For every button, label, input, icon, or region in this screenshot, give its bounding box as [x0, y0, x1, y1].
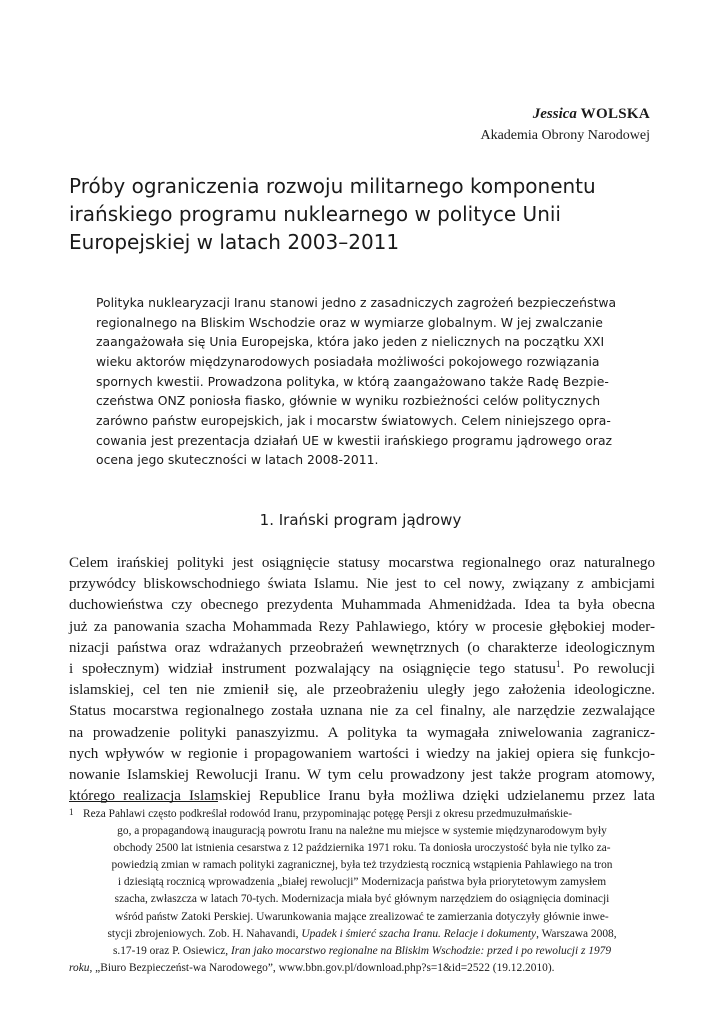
body-line: Status mocarstwa regionalnego została uznana nie za cel finalny, ale narzędzie zezwalające: [69, 703, 655, 720]
body-line: już za panowania szacha Mohammada Rezy Pahlawiego, który w procesie głębokiej moder-: [69, 618, 655, 635]
body-line: duchowieństwa czy obecnego prezydenta Muhammada Ahmenidżada. Idea ta była obecna: [69, 597, 655, 614]
footnote-line: [69, 960, 655, 977]
body-line: na prowadzenie polityki panaszyizmu. A polityka ta wymagała zniwelowania zagranicz-: [69, 724, 655, 741]
footnote-cited-title: roku: [69, 961, 90, 974]
author-name: [480, 105, 650, 123]
footnote-text: stycji zbrojeniowych. Zob. H. Nahavandi,: [107, 927, 299, 940]
footnote: [69, 806, 655, 977]
abstract-line: wieku aktorów międzynarodowych posiadała możliwości pokojowego rozwiązania: [96, 353, 600, 369]
body-line: islamskiej, cel ten nie zmienił się, ale przeobrażeniu uległy jego założenia ideologiczne.: [69, 682, 655, 699]
body-line-text: i społecznym) widział instrument pozwalający na osiągnięcie tego statusu: [69, 661, 556, 678]
footnote-cited-title: Iran jako mocarstwo regionalne na Bliskim Wschodzie: przed i po rewolucji z 1979: [230, 944, 612, 957]
footnote-line: obchody 2500 lat istnienia cesarstwa z 12 października 1971 roku. Ta doniosła uroczystość była nie tylko za-: [113, 842, 611, 855]
abstract-line: Polityka nuklearyzacji Iranu stanowi jedno z zasadniczych zagrożeń bezpieczeństwa: [96, 295, 617, 310]
footnote-separator: [69, 801, 218, 802]
footnote-line: Reza Pahlawi często podkreślał rodowód Iranu, przypominając potęgę Persji z okresu przedmuzułmańskie-: [83, 808, 573, 820]
footnote-reference: 1: [555, 658, 561, 669]
body-line: nizacji państwa oraz wdrażanych przeobrażeń wewnętrznych (o charakterze ideologicznym: [69, 639, 655, 656]
title-line: irańskiego programu nuklearnego w polityce Unii: [69, 202, 561, 226]
body-line: Celem irańskiej polityki jest osiągnięcie statusy mocarstwa regionalnego oraz naturalnego: [69, 555, 655, 571]
abstract-line: ocena jego skuteczności w latach 2008-2011.: [96, 452, 379, 468]
footnote-cited-title: Upadek i śmierć szacha Iranu. Relacje i dokumenty: [301, 927, 537, 940]
title-line: Europejskiej w latach 2003–2011: [69, 230, 400, 254]
footnote-line: i dziesiątą rocznicą wprowadzenia „białej rewolucji” Modernizacja państwa była priorytetowym zamysłem: [117, 876, 607, 889]
title-line: Próby ograniczenia rozwoju militarnego komponentu: [69, 174, 596, 198]
author-first-name: Jessica: [532, 106, 577, 122]
footnote-line: go, a propagandową inauguracją powrotu Iranu na należne mu miejsce w systemie międzynarodowym były: [117, 825, 607, 838]
body-line: [69, 659, 655, 680]
section-heading: 1. Irański program jądrowy: [259, 511, 462, 529]
footnote-text: s.17-19 oraz P. Osiewicz,: [112, 944, 229, 957]
abstract-line: spornych kwestii. Prowadzona polityka, w którą zaangażowano także Radę Bezpie-: [96, 373, 609, 389]
body-line: nych wpływów w regionie i propagowaniem wartości i wiedzy na jakiej opiera się funkcjo-: [69, 745, 655, 762]
body-text: [69, 553, 655, 807]
body-line: nowanie Islamskiej Rewolucji Iranu. W tym celu prowadzony jest także program atomowy,: [69, 767, 655, 784]
abstract-line: zaangażowała się Unia Europejska, która jako jeden z nielicznych na początku XXI: [96, 334, 605, 350]
footnote-line: [69, 926, 655, 943]
author-surname: WOLSKA: [580, 106, 650, 122]
author-affiliation: Akademia Obrony Narodowej: [480, 128, 650, 143]
article-title: [69, 172, 659, 256]
abstract: [96, 293, 656, 470]
footnote-line: wśród państw Zatoki Perskiej. Uwarunkowania mające zrealizować te zamierzania dotyczyły głównie inwe-: [115, 910, 609, 923]
footnote-line: [69, 943, 655, 960]
author-block: [480, 105, 650, 145]
body-line: przywódcy bliskowschodniego świata Islamu. Nie jest to cel nowy, związany z ambicjami: [69, 576, 655, 593]
abstract-line: regionalnego na Bliskim Wschodzie oraz w wymiarze globalnym. W jej zwalczanie: [96, 314, 603, 330]
footnote-number: 1: [69, 807, 74, 817]
abstract-line: czeństwa ONZ poniosła fiasko, głównie w wyniku rozbieżności celów politycznych: [96, 393, 601, 409]
body-line: którego realizacja Islamskiej Republice Iranu była możliwa dzięki udzielanemu przez lata: [69, 788, 655, 805]
footnote-text: , Warszawa 2008,: [536, 927, 617, 940]
body-line-text: . Po rewolucji: [560, 661, 655, 678]
footnote-line: powiedzią zmian w ramach polityki zagranicznej, była też trzydziestą rocznicą wstąpienia Pahlawiego na tron: [111, 859, 613, 872]
abstract-line: cowania jest prezentacja działań UE w kwestii irańskiego programu jądrowego oraz: [96, 432, 613, 448]
abstract-line: zarówno państw europejskich, jak i mocarstw światowych. Celem niniejszego opra-: [96, 412, 611, 428]
footnote-line: szacha, zwłaszcza w latach 70-tych. Modernizacja miała być głównym narzędziem do osiągnięcia dominacji: [114, 893, 610, 906]
footnote-text: , „Biuro Bezpieczeńst-wa Narodowego”, www.bbn.gov.pl/download.php?s=1&id=2522 (19.12.2010).: [89, 961, 555, 974]
